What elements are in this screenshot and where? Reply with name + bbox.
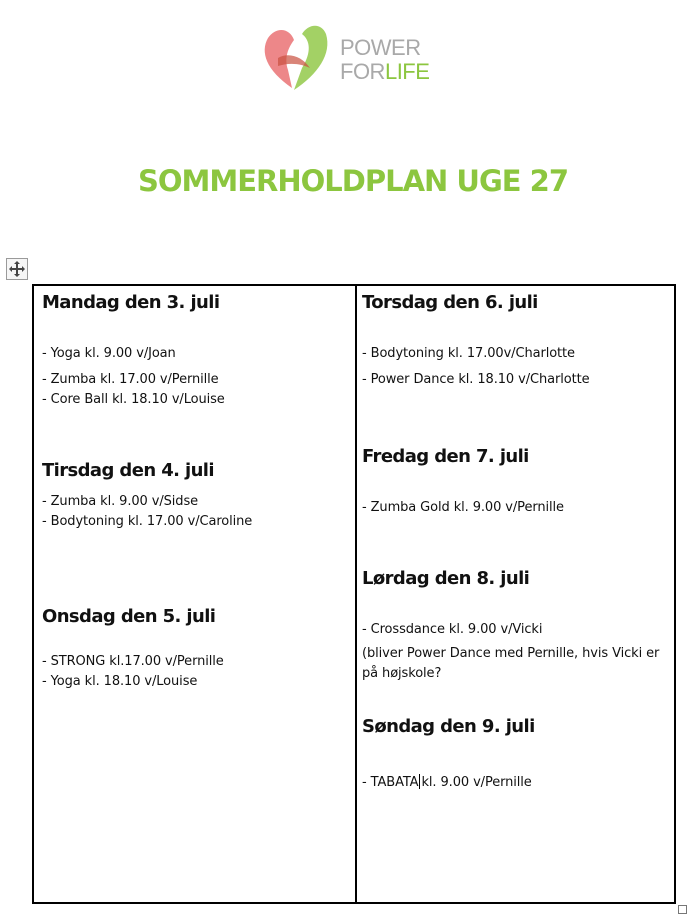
class-item: - Power Dance kl. 18.10 v/Charlotte: [362, 372, 590, 387]
class-item: - Bodytoning kl. 17.00 v/Caroline: [42, 514, 253, 529]
page-title: SOMMERHOLDPLAN UGE 27: [137, 164, 569, 198]
table-move-handle[interactable]: [6, 258, 28, 280]
day-heading-friday: Fredag den 7. juli: [362, 446, 529, 467]
day-heading-tuesday: Tirsdag den 4. juli: [42, 460, 214, 481]
column-divider: [355, 286, 357, 902]
class-item: - STRONG kl.17.00 v/Pernille: [42, 654, 224, 669]
day-heading-monday: Mandag den 3. juli: [42, 292, 220, 313]
class-note: (bliver Power Dance med Pernille, hvis Vicki er på højskole?: [362, 646, 660, 681]
move-arrows-icon: [7, 259, 27, 279]
class-item: - Core Ball kl. 18.10 v/Louise: [42, 392, 225, 407]
class-item: - Bodytoning kl. 17.00v/Charlotte: [362, 346, 575, 361]
day-heading-wednesday: Onsdag den 5. juli: [42, 606, 216, 627]
class-item: - Zumba Gold kl. 9.00 v/Pernille: [362, 500, 564, 515]
day-heading-saturday: Lørdag den 8. juli: [362, 568, 530, 589]
schedule-table: [32, 284, 676, 904]
power-for-life-logo: [258, 18, 448, 98]
day-heading-thursday: Torsdag den 6. juli: [362, 292, 538, 313]
class-item: - Yoga kl. 9.00 v/Joan: [42, 346, 176, 361]
logo-wordmark: POWER FORLIFE: [340, 35, 430, 84]
table-resize-handle[interactable]: [678, 905, 687, 914]
class-item-editing[interactable]: - TABATA kl. 9.00 v/Pernille: [362, 775, 532, 790]
class-item: - Zumba kl. 9.00 v/Sidse: [42, 494, 199, 509]
class-item: - Crossdance kl. 9.00 v/Vicki: [362, 622, 543, 637]
day-heading-sunday: Søndag den 9. juli: [362, 716, 535, 737]
heart-logo-icon: [258, 18, 338, 98]
class-item: - Yoga kl. 18.10 v/Louise: [42, 674, 198, 689]
class-item: - Zumba kl. 17.00 v/Pernille: [42, 372, 219, 387]
